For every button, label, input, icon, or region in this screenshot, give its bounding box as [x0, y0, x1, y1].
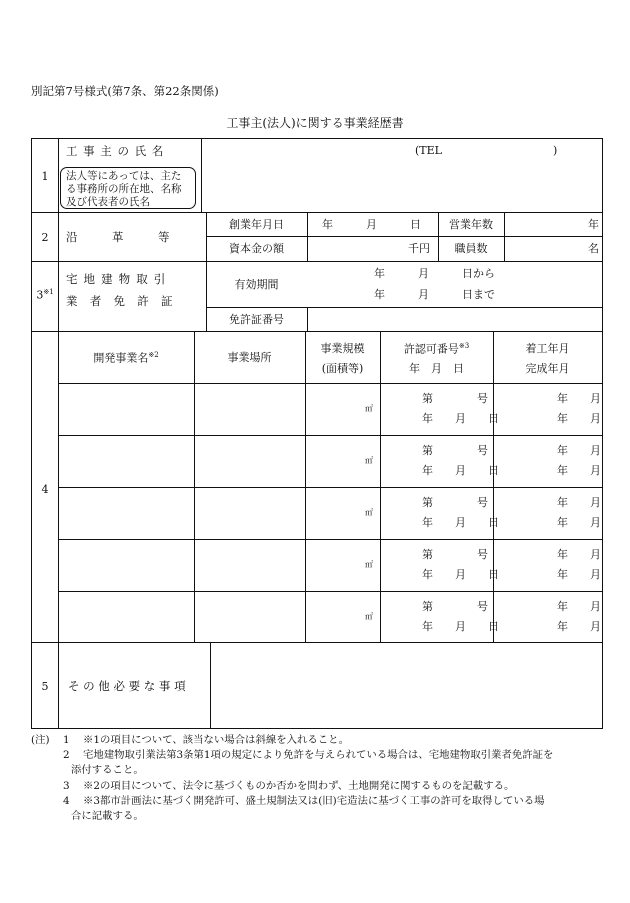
business-years-unit: 年 [588, 218, 599, 231]
validity-from[interactable]: 年 月 日から [374, 267, 495, 280]
col-header-permit [380, 343, 493, 355]
grid-line [58, 435, 602, 436]
career-form-table [31, 138, 603, 729]
col-header-start-end: 完成年月 [525, 362, 570, 375]
notes-prefix: (注) [31, 734, 50, 746]
capital-label: 資本金の額 [229, 242, 284, 255]
col-header-project-name-text: 開発事業名 [93, 351, 149, 365]
scale-unit: ㎡ [365, 508, 373, 517]
row-number: 5 [41, 680, 49, 693]
col-header-scale: 事業規模 [320, 342, 365, 355]
founded-date-label: 創業年月日 [229, 218, 284, 231]
col-header-start-end: 着工年月 [525, 342, 570, 355]
grid-line [32, 642, 602, 643]
row-number-sup: ※1 [43, 288, 54, 296]
completion-month[interactable]: 年 月 [557, 620, 601, 633]
note-number: 2 [63, 749, 70, 761]
founded-date-value[interactable]: 年 月 日 [322, 218, 421, 231]
start-month[interactable]: 年 月 [557, 496, 601, 509]
scale-unit: ㎡ [365, 612, 373, 621]
row-number [32, 289, 58, 301]
real-estate-license-label: 業 者 免 許 証 [66, 294, 177, 308]
permit-date[interactable]: 年 月 日 [422, 516, 499, 529]
note-number: 3 [63, 780, 70, 792]
row-number: 1 [41, 170, 49, 183]
start-month[interactable]: 年 月 [557, 444, 601, 457]
permit-number[interactable]: 第 号 [422, 548, 488, 561]
applicant-name-label: 工 事 主 の 氏 名 [66, 144, 165, 158]
completion-month[interactable]: 年 月 [557, 568, 601, 581]
grid-line [58, 591, 602, 592]
grid-line [32, 261, 602, 262]
grid-line [210, 642, 211, 728]
scale-unit: ㎡ [365, 404, 373, 413]
col-header-project-name-sup: ※2 [148, 351, 159, 359]
completion-month[interactable]: 年 月 [557, 412, 601, 425]
grid-line [504, 212, 505, 261]
permit-date[interactable]: 年 月 日 [422, 464, 499, 477]
validity-period-label: 有効期間 [234, 278, 279, 291]
history-label: 沿 革 等 [66, 230, 170, 244]
capital-unit: 千円 [408, 242, 430, 255]
start-month[interactable]: 年 月 [557, 392, 601, 405]
note-number: 4 [63, 795, 70, 807]
staff-count-label: 職員数 [454, 242, 488, 255]
note-number: 1 [63, 734, 70, 746]
grid-line [206, 236, 602, 237]
tel-close: ) [553, 144, 558, 157]
note-text: ※3都市計画法に基づく開発許可、盛土規制法又は(旧)宅造法に基づく工事の許可を取得している場 [83, 795, 545, 807]
note-text: ※2の項目について、法令に基づくものか否かを問わず、土地開発に関するものを記載する。 [83, 780, 515, 792]
real-estate-license-label: 宅 地 建 物 取 引 [66, 272, 167, 286]
note-text: 合に記載する。 [71, 810, 144, 822]
business-years-label: 営業年数 [449, 218, 493, 231]
grid-line [201, 139, 202, 212]
completion-month[interactable]: 年 月 [557, 464, 601, 477]
tel-open: (TEL [415, 144, 442, 157]
permit-number[interactable]: 第 号 [422, 444, 488, 457]
validity-to[interactable]: 年 月 日まで [374, 288, 495, 301]
permit-number[interactable]: 第 号 [422, 392, 488, 405]
grid-line [307, 307, 308, 331]
col-header-scale: (面積等) [321, 362, 364, 375]
permit-number[interactable]: 第 号 [422, 600, 488, 613]
col-header-project-name [58, 352, 194, 364]
grid-line [32, 331, 602, 332]
grid-line [58, 139, 59, 728]
grid-line [194, 331, 195, 642]
grid-line [32, 212, 602, 213]
corporate-note-line: 法人等にあっては、主た [66, 170, 182, 182]
grid-line [58, 539, 602, 540]
row-number: 4 [41, 483, 49, 496]
permit-date[interactable]: 年 月 日 [422, 568, 499, 581]
note-text: 添付すること。 [71, 764, 144, 776]
col-header-location: 事業場所 [227, 351, 272, 364]
start-month[interactable]: 年 月 [557, 548, 601, 561]
corporate-note-line: 及び代表者の氏名 [66, 196, 150, 208]
corporate-note-line: る事務所の所在地、名称 [66, 183, 182, 195]
grid-line [58, 383, 602, 384]
start-month[interactable]: 年 月 [557, 600, 601, 613]
staff-count-unit: 名 [588, 242, 599, 255]
grid-line [206, 307, 602, 308]
grid-line [58, 487, 602, 488]
row-number-text: 3 [36, 288, 44, 302]
other-matters-input[interactable] [213, 645, 599, 725]
form-title: 工事主(法人)に関する事業経歴書 [226, 116, 404, 130]
completion-month[interactable]: 年 月 [557, 516, 601, 529]
scale-unit: ㎡ [365, 456, 373, 465]
col-header-permit-text: 許認可番号 [403, 342, 459, 356]
col-header-permit-sup: ※3 [458, 342, 470, 350]
grid-line [307, 212, 308, 261]
col-header-permit: 年 月 日 [409, 362, 464, 375]
other-matters-label: そ の 他 必 要 な 事 項 [68, 679, 186, 693]
license-number-label: 免許証番号 [229, 313, 284, 326]
grid-line [493, 331, 494, 642]
row-number: 2 [41, 231, 49, 244]
permit-date[interactable]: 年 月 日 [422, 412, 499, 425]
permit-number[interactable]: 第 号 [422, 496, 488, 509]
applicant-name-input[interactable] [204, 159, 599, 209]
scale-unit: ㎡ [365, 560, 373, 569]
note-text: ※1の項目について、該当ない場合は斜線を入れること。 [83, 734, 349, 746]
permit-date[interactable]: 年 月 日 [422, 620, 499, 633]
grid-line [305, 331, 306, 642]
grid-line [380, 331, 381, 642]
form-label: 別記第7号様式(第7条、第22条関係) [31, 84, 219, 98]
note-text: 宅地建物取引業法第3条第1項の規定により免許を与えられている場合は、宅地建物取引業者免許証を [83, 749, 554, 761]
